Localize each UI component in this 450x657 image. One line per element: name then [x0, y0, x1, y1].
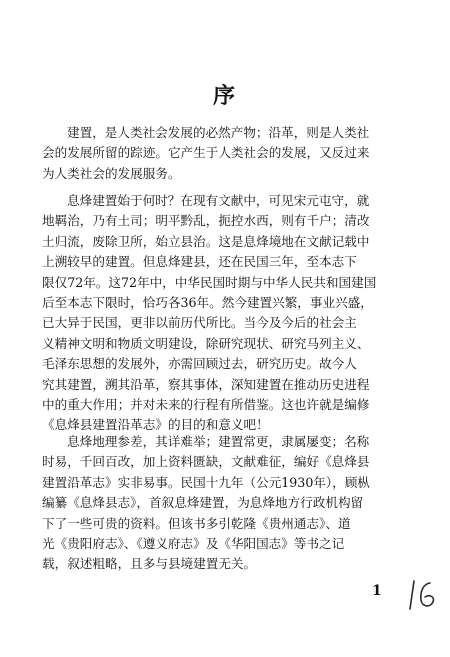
paragraph-3 — [42, 432, 414, 575]
text-line: 已大异于民国，更非以前历代所比。当今及今后的社会主 — [42, 315, 357, 331]
text-line: 限仅72年。这72年中，中华民国时期与中华人民共和国建国 — [42, 274, 377, 290]
text-line: 义精神文明和物质文明建设，除研究现状、研究马列主义、 — [42, 335, 370, 351]
text-line: 下了一些可贵的资料。但该书多引乾隆《贵州通志》、道 — [42, 515, 351, 531]
text-line: 建置沿革志》实非易事。民国十九年（公元1930年），顾枞 — [42, 474, 371, 490]
text-line: 编纂《息烽县志》，首叙息烽建置，为息烽地方行政机构留 — [42, 495, 364, 511]
page-number: 1 — [372, 583, 382, 599]
handwritten-mark — [404, 578, 440, 612]
text-line: 上溯较早的建置。但息烽建县，还在民国三年，至本志下 — [42, 254, 357, 270]
text-line: 为人类社会的发展服务。 — [42, 165, 181, 181]
text-line: 息烽建置始于何时？在现有文献中，可见宋元屯守，就 — [67, 193, 370, 208]
text-line: 中的重大作用；并对未来的行程有所借鉴。这也许就是编修 — [42, 396, 370, 412]
paragraph-1 — [42, 123, 414, 184]
text-line: 光《贵阳府志》、《遵义府志》及《华阳国志》等书之记 — [42, 535, 345, 551]
page-title: 序 — [212, 83, 237, 109]
text-line: 建置，是人类社会发展的必然产物；沿革，则是人类社 — [67, 125, 370, 140]
text-line: 息烽地理参差，其详难举；建置常更，隶属屡变；名称 — [67, 434, 370, 449]
text-line: 究其建置，溯其沿革，察其事体，深知建置在推动历史进程 — [42, 376, 370, 392]
text-line: 载，叙述粗略，且多与县境建置无关。 — [42, 556, 257, 572]
paragraph-2 — [42, 191, 414, 436]
text-line: 地羁治，乃有土司；明平黔乱，扼控水西，则有千户；清改 — [42, 213, 370, 229]
text-line: 《息烽县建置沿革志》的目的和意义吧！ — [42, 417, 269, 433]
text-line: 会的发展所留的踪迹。它产生于人类社会的发展，又反过来 — [42, 145, 370, 161]
text-line: 时易，千回百改，加上资料匮缺，文献难征，编好《息烽县 — [42, 454, 370, 470]
text-line: 土归流，废除卫所，始立县治。这是息烽境地在文献记载中 — [42, 233, 370, 249]
text-line: 后至本志下限时，恰巧各36年。然今建置兴繁，事业兴盛， — [42, 294, 373, 310]
text-line: 毛泽东思想的发展外，亦需回顾过去，研究历史。故今人 — [42, 356, 357, 372]
